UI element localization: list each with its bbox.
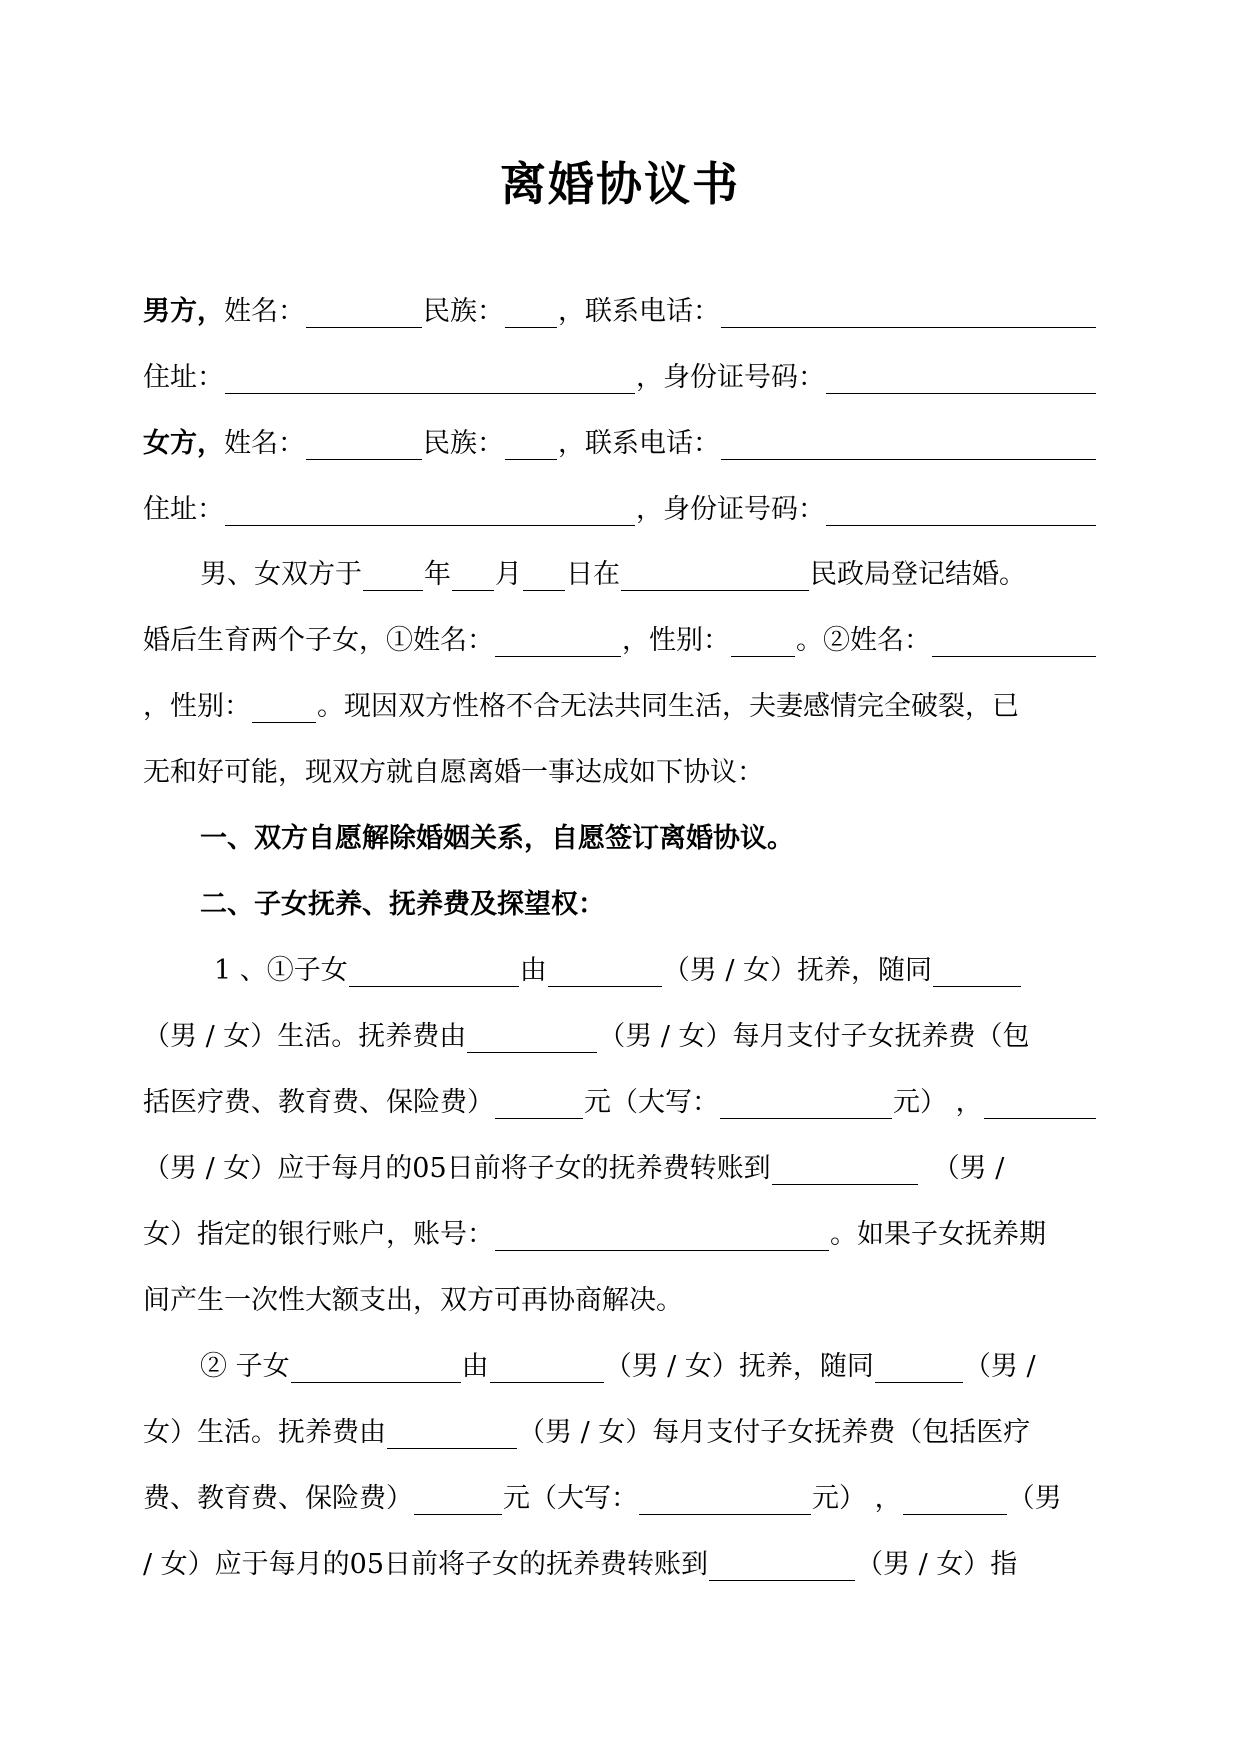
amount-words-label: 元（大写： <box>584 1087 719 1118</box>
child1-amount-row <box>143 1077 1097 1129</box>
support-payer-label: （男 / 女）生活。抚养费由 <box>143 1021 467 1052</box>
female-ethnic-field[interactable] <box>505 429 557 460</box>
gender-choice-text: （男 / <box>932 1153 1005 1184</box>
child2-recipient-field[interactable] <box>709 1550 855 1581</box>
child1-support-row <box>143 1011 1097 1063</box>
child1-extra-row <box>143 1275 1097 1327</box>
child2-custody-label: ② 子女 <box>200 1351 290 1382</box>
male-name-field[interactable] <box>306 297 422 328</box>
yuan-text: 元） ， <box>812 1483 902 1514</box>
by-text: 由 <box>461 1351 489 1382</box>
reason-text: 。现因双方性格不合无法共同生活，夫妻感情完全破裂，已 <box>317 691 1019 722</box>
female-name-field[interactable] <box>306 429 422 460</box>
name-label: 姓名： <box>224 428 305 459</box>
day-field[interactable] <box>523 560 565 591</box>
child2-amount-row <box>143 1473 1097 1525</box>
marriage-intro-text: 男、女双方于 <box>200 559 362 590</box>
clause-2-heading-row <box>200 879 1097 931</box>
id-label: ，身份证号码： <box>636 494 825 525</box>
child1-gender-label: ，性别： <box>622 625 730 656</box>
child1-amount-field[interactable] <box>495 1088 583 1119</box>
child1-name-label: 婚后生育两个子女，①姓名： <box>143 625 494 656</box>
gender-choice-text: （男 / 女）指 <box>856 1549 1018 1580</box>
clause-2-heading: 二、子女抚养、抚养费及探望权： <box>200 889 605 920</box>
document-title: 离婚协议书 <box>500 157 740 211</box>
ethnic-label: 民族： <box>423 296 504 327</box>
male-address-row <box>143 352 1097 404</box>
female-info-row <box>143 418 1097 470</box>
year-text: 年 <box>424 559 451 590</box>
child1-gender-field[interactable] <box>731 626 795 657</box>
child2-name-label: 。②姓名： <box>796 625 931 656</box>
child1-account-row <box>143 1209 1097 1261</box>
child2-custodian-field[interactable] <box>490 1352 604 1383</box>
male-label: 男方， <box>143 296 224 327</box>
gender-choice-text: （男 <box>1007 1483 1062 1514</box>
children-row-2 <box>143 681 1097 733</box>
children-row-1 <box>143 615 1097 667</box>
child2-transfer-party-field[interactable] <box>903 1484 1007 1515</box>
month-field[interactable] <box>452 560 494 591</box>
child1-name-field[interactable] <box>495 626 621 657</box>
phone-label: ，联系电话： <box>558 296 720 327</box>
month-text: 月 <box>495 559 522 590</box>
support-desc-text: （男 / 女）每月支付子女抚养费（包 <box>598 1021 1030 1052</box>
child2-amount-field[interactable] <box>414 1484 502 1515</box>
support-desc-text: （男 / 女）每月支付子女抚养费（包括医疗 <box>518 1417 1031 1448</box>
female-label: 女方， <box>143 428 224 459</box>
child2-transfer-row <box>143 1539 1097 1591</box>
address-label: 住址： <box>143 362 224 393</box>
fees-text: 费、教育费、保险费） <box>143 1483 413 1514</box>
custody-with-text: （男 / 女）抚养，随同 <box>604 1351 874 1382</box>
female-address-field[interactable] <box>225 495 635 526</box>
name-label: 姓名： <box>224 296 305 327</box>
child1-account-field[interactable] <box>495 1220 829 1251</box>
male-address-field[interactable] <box>225 363 635 394</box>
child1-custodian-field[interactable] <box>548 956 662 987</box>
transfer-text: / 女）应于每月的05日前将子女的抚养费转账到 <box>143 1549 709 1580</box>
support-payer-label: 女）生活。抚养费由 <box>143 1417 386 1448</box>
female-address-row <box>143 484 1097 536</box>
child2-custody-row <box>200 1341 1097 1393</box>
fees-text: 括医疗费、教育费、保险费） <box>143 1087 494 1118</box>
clause-1-heading-row <box>200 813 1097 865</box>
male-ethnic-field[interactable] <box>505 297 557 328</box>
child1-payer-field[interactable] <box>467 1022 597 1053</box>
id-label: ，身份证号码： <box>636 362 825 393</box>
by-text: 由 <box>519 955 547 986</box>
bureau-text: 民政局登记结婚。 <box>810 559 1026 590</box>
agreement-intro-row <box>143 747 1097 799</box>
ethnic-label: 民族： <box>423 428 504 459</box>
child2-amount-words-field[interactable] <box>639 1484 811 1515</box>
child2-live-with-field[interactable] <box>875 1352 963 1383</box>
child1-custody-label: 1 、①子女 <box>214 955 348 986</box>
yuan-text: 元） ， <box>893 1087 983 1118</box>
child1-custody-row <box>214 945 1097 997</box>
child1-transfer-party-field[interactable] <box>984 1088 1096 1119</box>
amount-words-label: 元（大写： <box>503 1483 638 1514</box>
transfer-text: （男 / 女）应于每月的05日前将子女的抚养费转账到 <box>143 1153 771 1184</box>
child2-field[interactable] <box>291 1352 461 1383</box>
account-label: 女）指定的银行账户，账号： <box>143 1219 494 1250</box>
child1-amount-words-field[interactable] <box>720 1088 892 1119</box>
child1-field[interactable] <box>349 956 519 987</box>
day-text: 日在 <box>566 559 620 590</box>
male-info-row <box>143 286 1097 338</box>
negotiate-text: 间产生一次性大额支出，双方可再协商解决。 <box>143 1285 683 1316</box>
child2-gender-label: ，性别： <box>143 691 251 722</box>
child1-recipient-field[interactable] <box>772 1154 918 1185</box>
female-phone-field[interactable] <box>721 429 1096 460</box>
marriage-date-row <box>200 549 1097 601</box>
child2-name-field[interactable] <box>932 626 1096 657</box>
female-id-field[interactable] <box>826 495 1096 526</box>
phone-label: ，联系电话： <box>558 428 720 459</box>
agreement-intro-text: 无和好可能，现双方就自愿离婚一事达成如下协议： <box>143 757 764 788</box>
extra-expense-text: 。如果子女抚养期 <box>830 1219 1046 1250</box>
child2-payer-field[interactable] <box>387 1418 517 1449</box>
male-id-field[interactable] <box>826 363 1096 394</box>
address-label: 住址： <box>143 494 224 525</box>
year-field[interactable] <box>363 560 423 591</box>
custody-with-text: （男 / 女）抚养，随同 <box>662 955 933 986</box>
bureau-field[interactable] <box>621 560 809 591</box>
child1-transfer-row <box>143 1143 1097 1195</box>
child1-live-with-field[interactable] <box>933 956 1021 987</box>
male-phone-field[interactable] <box>721 297 1096 328</box>
child2-support-row <box>143 1407 1097 1459</box>
gender-choice-text: （男 / <box>963 1351 1036 1382</box>
child2-gender-field[interactable] <box>252 692 316 723</box>
clause-1-heading: 一、双方自愿解除婚姻关系，自愿签订离婚协议。 <box>200 823 794 854</box>
